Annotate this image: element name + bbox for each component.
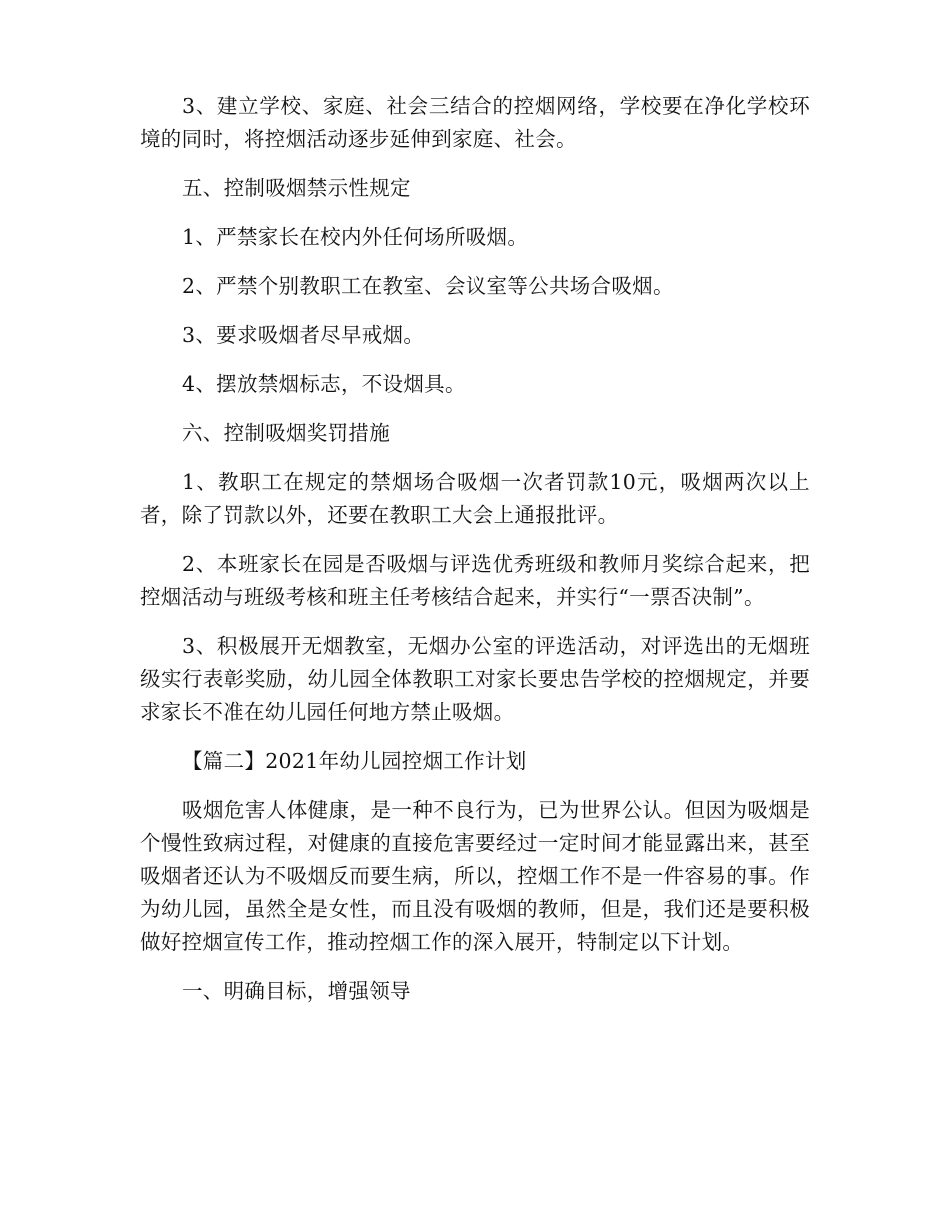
rule-no-smoking-signs: 4、摆放禁烟标志，不设烟具。 — [182, 372, 466, 396]
rule-staff-no-smoking: 2、严禁个别教职工在教室、会议室等公共场合吸烟。 — [182, 274, 674, 298]
reward-smoke-free-classroom: 3、积极展开无烟教室，无烟办公室的评选活动，对评选出的无烟班级实行表彰奖励，幼儿园全体教职工对家长要忠告学校的控烟规定，并要求家长不准在幼儿园任何地方禁止吸烟。 — [140, 634, 810, 724]
paragraph-introduction: 吸烟危害人体健康，是一种不良行为，已为世界公认。但因为吸烟是个慢性致病过程，对健康的直接危害要经过一定时间才能显露出来，甚至吸烟者还认为不吸烟反而要生病，所以，控烟工作不是一件容易的事。作为幼儿园，虽然全是女性，而且没有吸烟的教师，但是，我们还是要积极做好控烟宣传工作，推动控烟工作的深入展开，特制定以下计划。 — [140, 798, 810, 954]
section-heading-prohibitions: 五、控制吸烟禁示性规定 — [182, 176, 411, 200]
paragraph-network: 3、建立学校、家庭、社会三结合的控烟网络，学校要在净化学校环境的同时，将控烟活动逐步延伸到家庭、社会。 — [140, 94, 810, 151]
section-heading-goals-leadership: 一、明确目标，增强领导 — [182, 979, 411, 1003]
part-two-title: 【篇二】2021年幼儿园控烟工作计划 — [182, 749, 527, 773]
penalty-class-evaluation: 2、本班家长在园是否吸烟与评选优秀班级和教师月奖综合起来，把控烟活动与班级考核和班主任考核结合起来，并实行“一票否决制”。 — [140, 552, 810, 609]
rule-parents-no-smoking: 1、严禁家长在校内外任何场所吸烟。 — [182, 225, 529, 249]
document-body — [140, 90, 810, 1024]
rule-quit-smoking: 3、要求吸烟者尽早戒烟。 — [182, 323, 425, 347]
penalty-staff-fine: 1、教职工在规定的禁烟场合吸烟一次者罚款10元，吸烟两次以上者，除了罚款以外，还要在教职工大会上通报批评。 — [140, 470, 810, 527]
section-heading-rewards-penalties: 六、控制吸烟奖罚措施 — [182, 421, 390, 445]
